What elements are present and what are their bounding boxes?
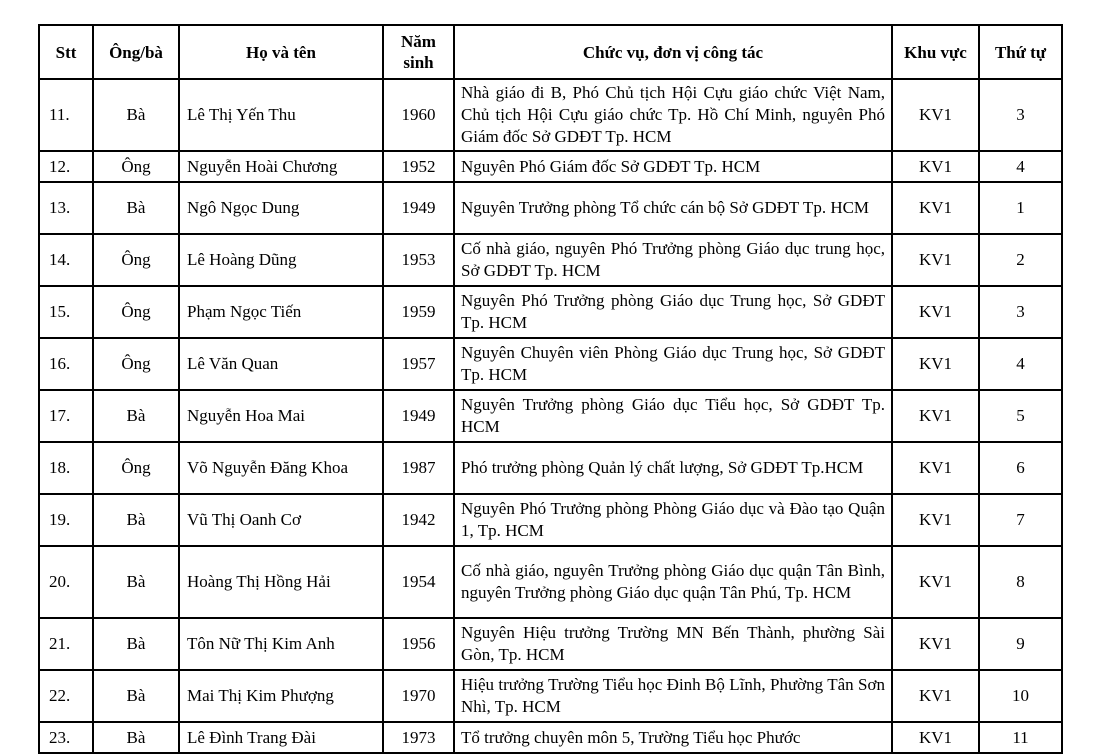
- educators-table: [38, 24, 1063, 754]
- cell-order: 3: [979, 286, 1062, 338]
- cell-row-number: 21.: [39, 618, 93, 670]
- cell-position: Nguyên Trưởng phòng Giáo dục Tiểu học, Sở GDĐT Tp. HCM: [454, 390, 892, 442]
- cell-order: 10: [979, 670, 1062, 722]
- cell-order: 9: [979, 618, 1062, 670]
- cell-birth-year: 1949: [383, 182, 454, 234]
- cell-region: KV1: [892, 151, 979, 182]
- cell-honorific: Bà: [93, 494, 179, 546]
- cell-birth-year: 1956: [383, 618, 454, 670]
- cell-honorific: Bà: [93, 618, 179, 670]
- table-row: [39, 494, 1062, 546]
- cell-full-name: Mai Thị Kim Phượng: [179, 670, 383, 722]
- table-row: [39, 79, 1062, 151]
- cell-birth-year: 1960: [383, 79, 454, 151]
- table-row: [39, 442, 1062, 494]
- column-header-birthyear: Năm sinh: [383, 25, 454, 79]
- table-row: [39, 338, 1062, 390]
- column-header-region: Khu vực: [892, 25, 979, 79]
- column-header-order: Thứ tự: [979, 25, 1062, 79]
- cell-region: KV1: [892, 722, 979, 753]
- cell-position: Tổ trưởng chuyên môn 5, Trường Tiểu học Phước: [454, 722, 892, 753]
- cell-honorific: Ông: [93, 234, 179, 286]
- cell-row-number: 11.: [39, 79, 93, 151]
- cell-order: 7: [979, 494, 1062, 546]
- table-row: [39, 618, 1062, 670]
- cell-birth-year: 1942: [383, 494, 454, 546]
- cell-region: KV1: [892, 286, 979, 338]
- cell-full-name: Ngô Ngọc Dung: [179, 182, 383, 234]
- table-row: [39, 390, 1062, 442]
- cell-region: KV1: [892, 618, 979, 670]
- cell-order: 2: [979, 234, 1062, 286]
- cell-birth-year: 1953: [383, 234, 454, 286]
- cell-position: Nguyên Trưởng phòng Tổ chức cán bộ Sở GDĐT Tp. HCM: [454, 182, 892, 234]
- cell-region: KV1: [892, 338, 979, 390]
- column-header-name: Họ và tên: [179, 25, 383, 79]
- cell-position: Hiệu trưởng Trường Tiểu học Đinh Bộ Lĩnh, Phường Tân Sơn Nhì, Tp. HCM: [454, 670, 892, 722]
- cell-position: Nguyên Phó Giám đốc Sở GDĐT Tp. HCM: [454, 151, 892, 182]
- cell-full-name: Nguyễn Hoài Chương: [179, 151, 383, 182]
- cell-row-number: 16.: [39, 338, 93, 390]
- cell-region: KV1: [892, 442, 979, 494]
- cell-birth-year: 1954: [383, 546, 454, 618]
- cell-honorific: Ông: [93, 338, 179, 390]
- cell-honorific: Bà: [93, 546, 179, 618]
- cell-full-name: Lê Văn Quan: [179, 338, 383, 390]
- cell-order: 11: [979, 722, 1062, 753]
- cell-full-name: Hoàng Thị Hồng Hải: [179, 546, 383, 618]
- cell-full-name: Tôn Nữ Thị Kim Anh: [179, 618, 383, 670]
- column-header-stt: Stt: [39, 25, 93, 79]
- cell-order: 6: [979, 442, 1062, 494]
- cell-birth-year: 1957: [383, 338, 454, 390]
- cell-order: 4: [979, 338, 1062, 390]
- cell-full-name: Lê Thị Yến Thu: [179, 79, 383, 151]
- cell-region: KV1: [892, 494, 979, 546]
- column-header-title: Ông/bà: [93, 25, 179, 79]
- table-row: [39, 722, 1062, 753]
- cell-order: 5: [979, 390, 1062, 442]
- cell-region: KV1: [892, 546, 979, 618]
- cell-honorific: Bà: [93, 390, 179, 442]
- table-row: [39, 182, 1062, 234]
- cell-full-name: Lê Hoàng Dũng: [179, 234, 383, 286]
- cell-region: KV1: [892, 670, 979, 722]
- cell-position: Nguyên Phó Trưởng phòng Phòng Giáo dục và Đào tạo Quận 1, Tp. HCM: [454, 494, 892, 546]
- cell-honorific: Bà: [93, 722, 179, 753]
- cell-birth-year: 1952: [383, 151, 454, 182]
- table-row: [39, 286, 1062, 338]
- cell-full-name: Lê Đình Trang Đài: [179, 722, 383, 753]
- cell-row-number: 22.: [39, 670, 93, 722]
- cell-position: Nhà giáo đi B, Phó Chủ tịch Hội Cựu giáo chức Việt Nam, Chủ tịch Hội Cựu giáo chức Tp. Hồ Chí Minh, nguyên Phó Giám đốc Sở GDĐT Tp. HCM: [454, 79, 892, 151]
- cell-full-name: Võ Nguyễn Đăng Khoa: [179, 442, 383, 494]
- table-row: [39, 151, 1062, 182]
- cell-honorific: Bà: [93, 79, 179, 151]
- cell-birth-year: 1949: [383, 390, 454, 442]
- cell-position: Nguyên Hiệu trưởng Trường MN Bến Thành, phường Sài Gòn, Tp. HCM: [454, 618, 892, 670]
- cell-position: Cố nhà giáo, nguyên Trưởng phòng Giáo dục quận Tân Bình, nguyên Trưởng phòng Giáo dục quận Tân Phú, Tp. HCM: [454, 546, 892, 618]
- cell-birth-year: 1973: [383, 722, 454, 753]
- table-header-row: [39, 25, 1062, 79]
- column-header-position: Chức vụ, đơn vị công tác: [454, 25, 892, 79]
- cell-row-number: 17.: [39, 390, 93, 442]
- cell-region: KV1: [892, 79, 979, 151]
- table-row: [39, 546, 1062, 618]
- cell-order: 8: [979, 546, 1062, 618]
- cell-region: KV1: [892, 390, 979, 442]
- cell-row-number: 14.: [39, 234, 93, 286]
- cell-full-name: Nguyễn Hoa Mai: [179, 390, 383, 442]
- cell-order: 1: [979, 182, 1062, 234]
- cell-birth-year: 1959: [383, 286, 454, 338]
- cell-region: KV1: [892, 182, 979, 234]
- cell-full-name: Phạm Ngọc Tiến: [179, 286, 383, 338]
- cell-full-name: Vũ Thị Oanh Cơ: [179, 494, 383, 546]
- cell-birth-year: 1987: [383, 442, 454, 494]
- table-row: [39, 234, 1062, 286]
- table-row: [39, 670, 1062, 722]
- cell-honorific: Ông: [93, 151, 179, 182]
- cell-honorific: Ông: [93, 442, 179, 494]
- cell-position: Nguyên Chuyên viên Phòng Giáo dục Trung học, Sở GDĐT Tp. HCM: [454, 338, 892, 390]
- cell-honorific: Ông: [93, 286, 179, 338]
- cell-row-number: 12.: [39, 151, 93, 182]
- cell-position: Phó trưởng phòng Quản lý chất lượng, Sở GDĐT Tp.HCM: [454, 442, 892, 494]
- cell-row-number: 13.: [39, 182, 93, 234]
- cell-honorific: Bà: [93, 182, 179, 234]
- cell-row-number: 23.: [39, 722, 93, 753]
- cell-row-number: 18.: [39, 442, 93, 494]
- cell-order: 3: [979, 79, 1062, 151]
- cell-row-number: 19.: [39, 494, 93, 546]
- cell-position: Nguyên Phó Trưởng phòng Giáo dục Trung học, Sở GDĐT Tp. HCM: [454, 286, 892, 338]
- cell-honorific: Bà: [93, 670, 179, 722]
- cell-position: Cố nhà giáo, nguyên Phó Trưởng phòng Giáo dục trung học, Sở GDĐT Tp. HCM: [454, 234, 892, 286]
- cell-row-number: 15.: [39, 286, 93, 338]
- cell-order: 4: [979, 151, 1062, 182]
- cell-region: KV1: [892, 234, 979, 286]
- cell-row-number: 20.: [39, 546, 93, 618]
- table-body: [39, 79, 1062, 753]
- cell-birth-year: 1970: [383, 670, 454, 722]
